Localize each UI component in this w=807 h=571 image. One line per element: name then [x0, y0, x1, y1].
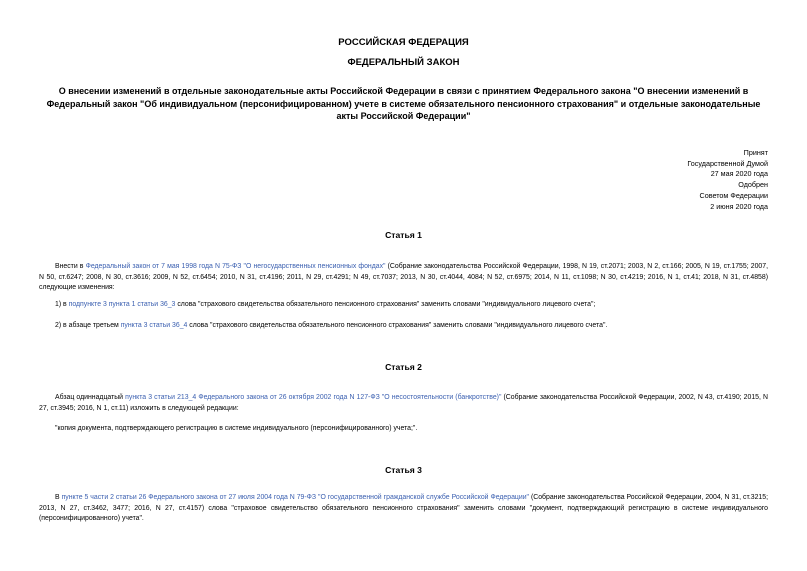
article-2-quote: "копия документа, подтверждающего регистрацию в системе индивидуального (персонифицированного) учета;". — [55, 425, 418, 432]
article-2-intro — [39, 393, 768, 414]
law-link-79fz[interactable]: пункте 5 части 2 статьи 26 Федерального закона от 27 июля 2004 года N 79-ФЗ "О государственной гражданской службе Российской Федерации" — [61, 494, 529, 501]
adoption-line: Принят — [743, 148, 768, 157]
article-1-heading: Статья 1 — [385, 230, 422, 240]
text: Абзац одиннадцатый — [55, 394, 126, 401]
federation-heading: РОССИЙСКАЯ ФЕДЕРАЦИЯ — [338, 37, 469, 48]
text: Внести в — [55, 263, 86, 270]
article-2-heading: Статья 2 — [385, 362, 422, 372]
article-3-heading: Статья 3 — [385, 465, 422, 475]
text: (Собрание законодательства Российской Федерации, 2004, N 31, ст.3215; 2013, N 27, ст.3462, 3477; 2016, N 27, ст.4157) слова "страховое свидетельство обязательного пенсионного страхования" заменить словами "документ, подтверждающий регистрацию в системе индивидуального (персонифицированного) учета". — [39, 494, 769, 523]
adoption-date: 27 мая 2020 года — [710, 169, 768, 179]
adoption-line: Государственной Думой — [687, 158, 768, 168]
approval-date: 2 июня 2020 года — [710, 201, 768, 211]
text: В — [55, 494, 62, 501]
approval-line: Одобрен — [738, 180, 768, 190]
approval-line: Советом Федерации — [699, 190, 768, 200]
text: (Собрание законодательства Российской Федерации, 1998, N 19, ст.2071; 2003, N 2, ст.166; 2005, N 19, ст.1755; 2007, N 50, ст.6247; 2008, N 30, ст.3616; 2009, N 52, ст.6454; 2010, N 31, ст.4196; 2011, N 29, ст.4291; N 49, ст.7037; 2013, N 30, ст.4044, 4084; N 52, ст.6975; 2014, N 11, ст.1098; N 30, ст.4219; 2016, N 1, ст.41; 2018, N 31, ст.4858) следующие изменения: — [39, 263, 768, 292]
law-link-75fz[interactable]: Федеральный закон от 7 мая 1998 года N 75-ФЗ "О негосударственных пенсионных фондах" — [85, 263, 386, 270]
link-article-36-3[interactable]: подпункте 3 пункта 1 статьи 36_3 — [68, 301, 176, 308]
text: слова "страхового свидетельства обязательного пенсионного страхования" заменить словами "индивидуального лицевого счета". — [187, 322, 608, 329]
article-1-item-1 — [55, 300, 768, 311]
link-article-36-4[interactable]: пункта 3 статьи 36_4 — [120, 322, 188, 329]
text: 2) в абзаце третьем — [55, 322, 121, 329]
text: (Собрание законодательства Российской Федерации, 2002, N 43, ст.4190; 2015, N 27, ст.3945; 2016, N 1, ст.11) изложить в следующей редакции: — [39, 394, 768, 412]
text: 1) в — [55, 301, 69, 308]
article-3-intro — [39, 493, 768, 525]
law-title: О внесении изменений в отдельные законодательные акты Российской Федерации в связи с принятием Федерального закона "О внесении изменений в Федеральный закон "Об индивидуальном (персонифицированном) учете в системе обязательного пенсионного страхования" и отдельные законодательные акты Российской Федерации" — [46, 86, 761, 121]
adoption-block — [687, 148, 768, 212]
law-type-heading: ФЕДЕРАЛЬНЫЙ ЗАКОН — [347, 57, 460, 68]
article-1-intro — [39, 262, 768, 294]
text: слова "страхового свидетельства обязательного пенсионного страхования" заменить словами "индивидуального лицевого счета"; — [175, 301, 596, 308]
article-1-item-2 — [55, 321, 768, 332]
law-link-127fz[interactable]: пункта 3 статьи 213_4 Федерального закона от 26 октября 2002 года N 127-ФЗ "О несостоятельности (банкротстве)" — [125, 394, 502, 401]
